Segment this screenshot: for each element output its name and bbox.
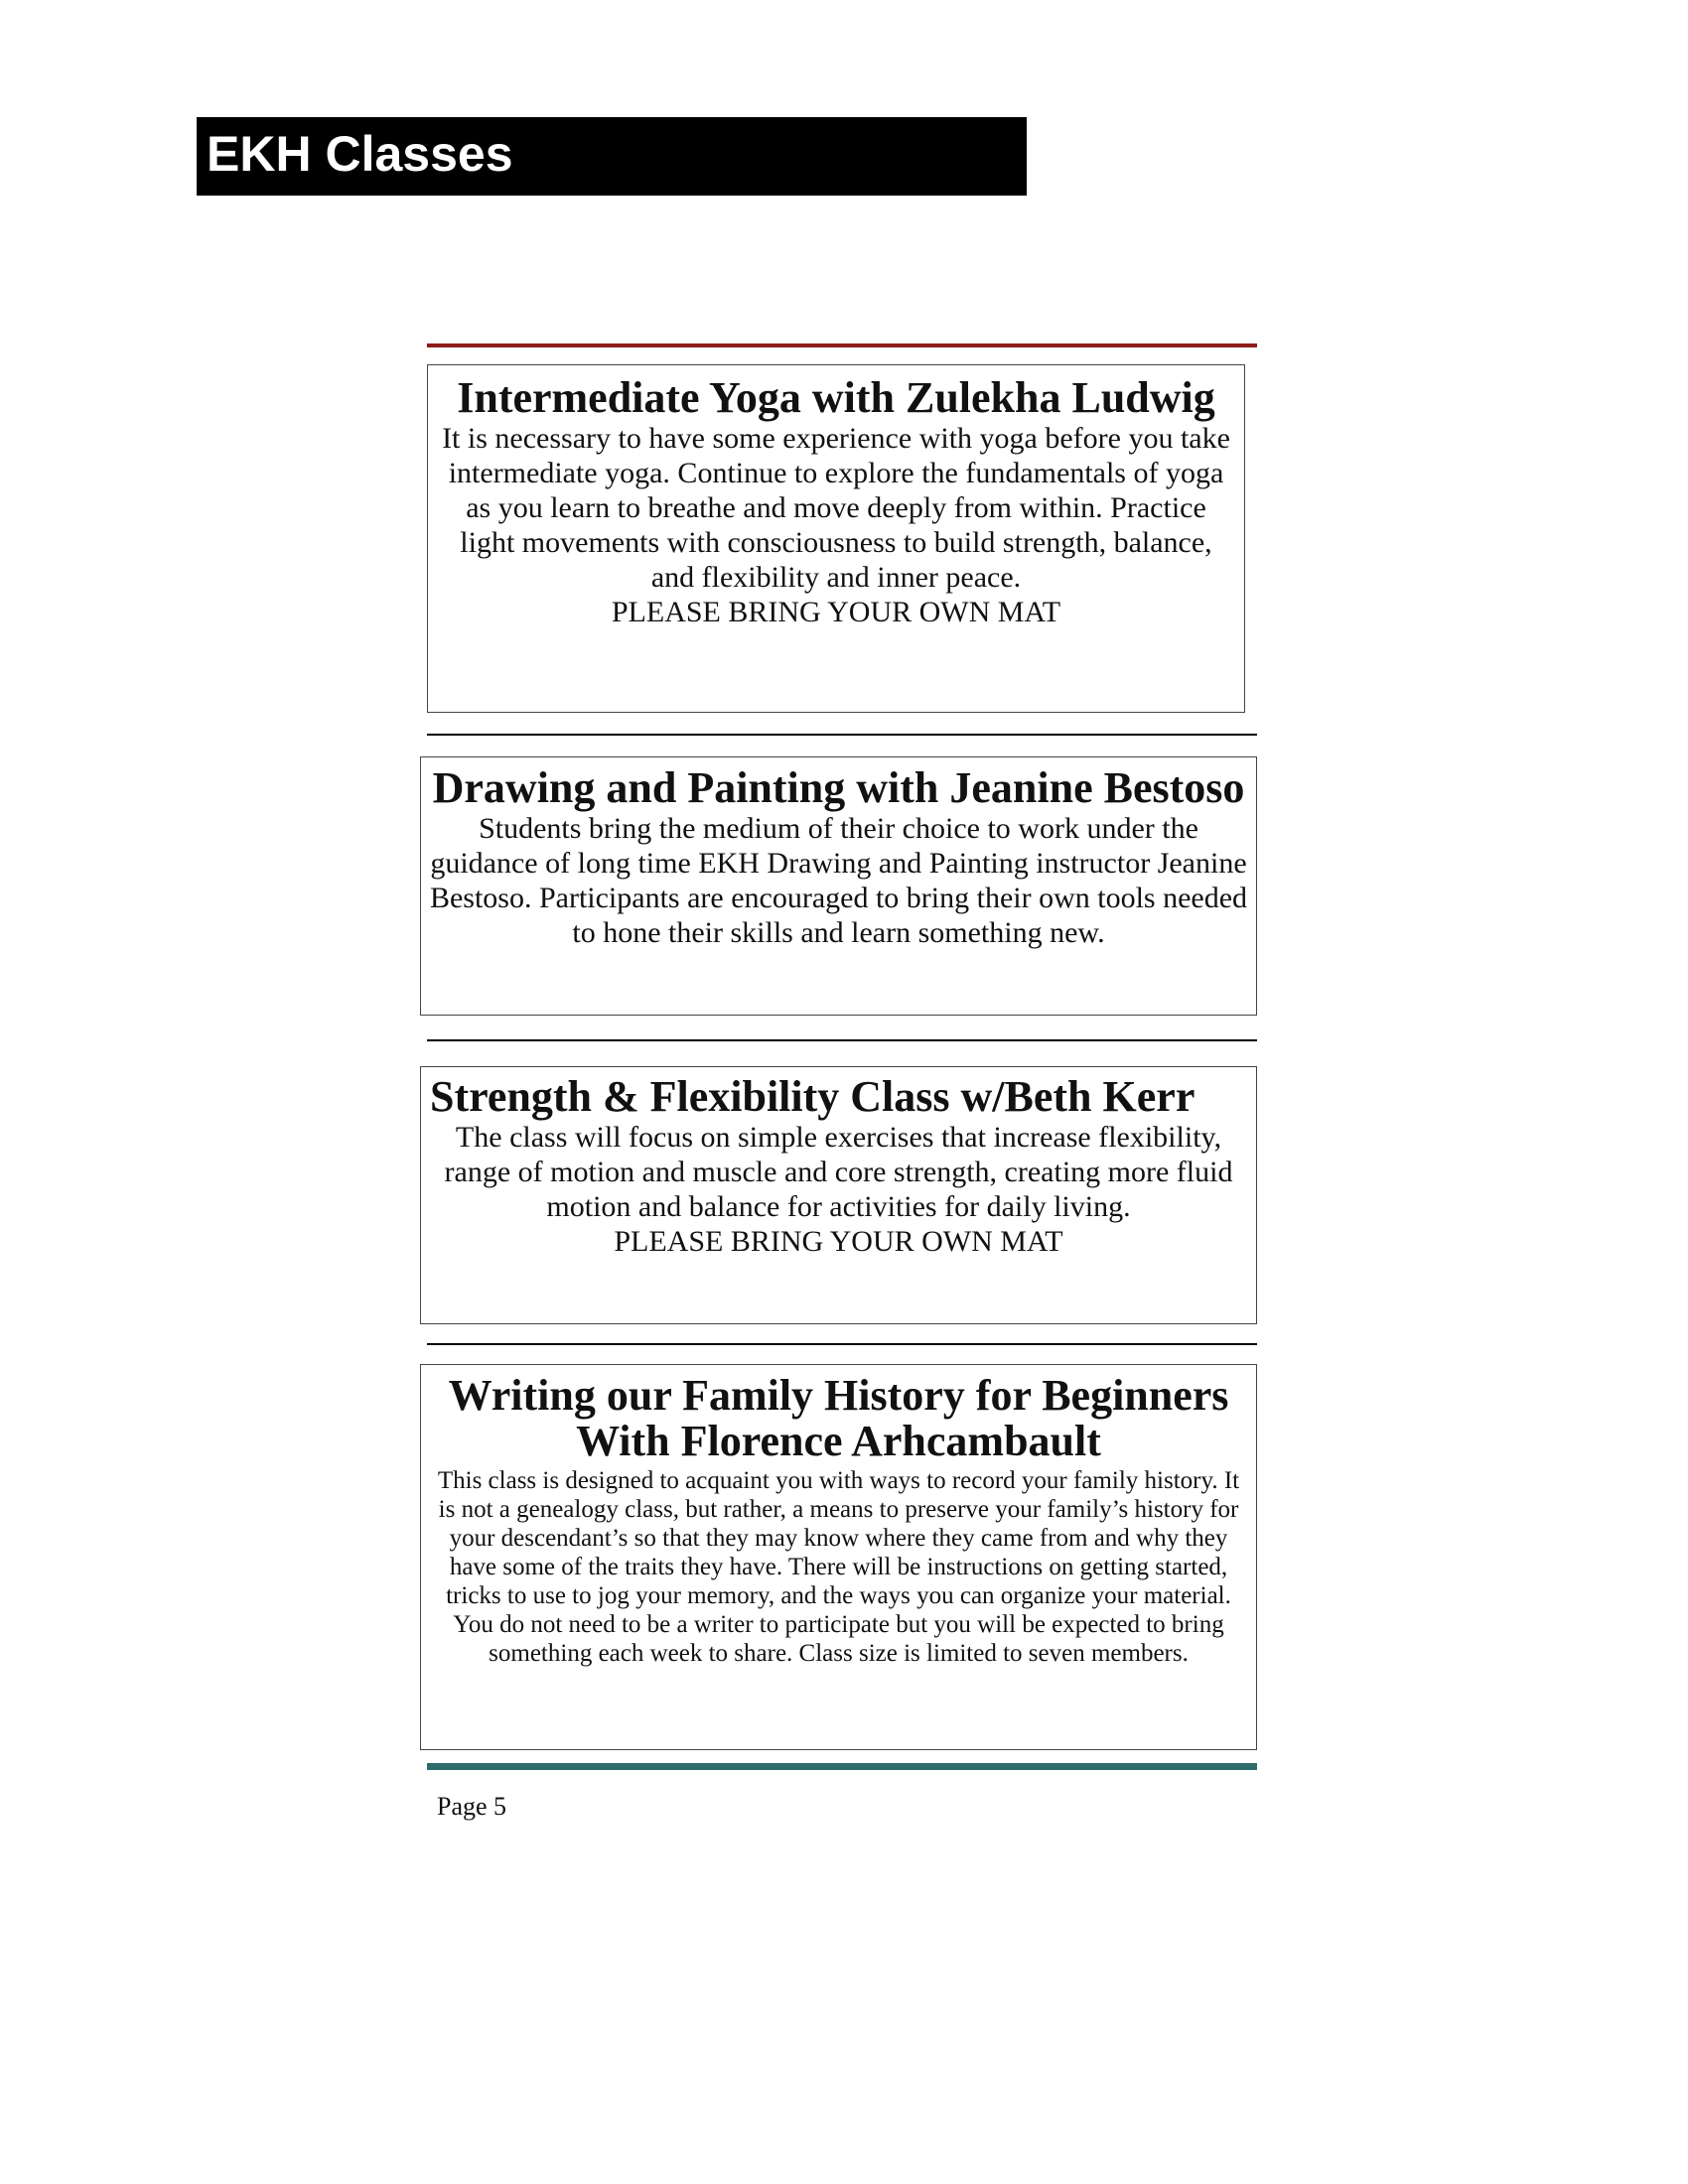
class-title: Intermediate Yoga with Zulekha Ludwig [457, 373, 1215, 422]
class-title [421, 1365, 1256, 1464]
top-divider [427, 343, 1257, 347]
divider [427, 734, 1257, 736]
class-box-drawing [420, 756, 1257, 1016]
divider [427, 1039, 1257, 1041]
divider [427, 1343, 1257, 1345]
class-box-writing [420, 1364, 1257, 1750]
page-title: EKH Classes [207, 126, 513, 182]
class-description: This class is designed to acquaint you with ways to record your family history. It is not a genealogy class, but rather, a means to preserve your family’s history for your descendant’s so that they may know where they came from and why they have some of the traits they have. There will be instructions on getting started, tricks to use to jog your memory, and the ways you can organize your material. You do not need to be a writer to participate but you will be expected to bring something each week to share. Class size is limited to seven members. [437, 1467, 1240, 1667]
class-title-line: Writing our Family History for Beginners [448, 1371, 1229, 1420]
class-box-strength [420, 1066, 1257, 1324]
page-number: Page 5 [437, 1792, 507, 1821]
class-title-line: With Florence Arhcambault [576, 1417, 1101, 1465]
class-note: PLEASE BRING YOUR OWN MAT [611, 596, 1061, 628]
header-bar [197, 117, 1027, 196]
class-note: PLEASE BRING YOUR OWN MAT [614, 1225, 1063, 1258]
class-title: Strength & Flexibility Class w/Beth Kerr [430, 1072, 1196, 1121]
class-description: Students bring the medium of their choice to work under the guidance of long time EKH Drawing and Painting instructor Jeanine Bestoso. Participants are encouraged to bring their own tools needed to hone their skills and learn something new. [429, 812, 1248, 949]
class-description: It is necessary to have some experience with yoga before you take intermediate yoga. Continue to explore the fundamentals of yoga as you learn to breathe and move deeply from within. Practice light movements with consciousness to build strength, balance, and flexibility and inner peace. [442, 422, 1230, 594]
class-box-yoga [427, 364, 1245, 713]
class-title: Drawing and Painting with Jeanine Bestoso [432, 763, 1245, 812]
bottom-divider [427, 1763, 1257, 1770]
class-description: The class will focus on simple exercises that increase flexibility, range of motion and muscle and core strength, creating more fluid motion and balance for activities for daily living. [444, 1121, 1233, 1223]
